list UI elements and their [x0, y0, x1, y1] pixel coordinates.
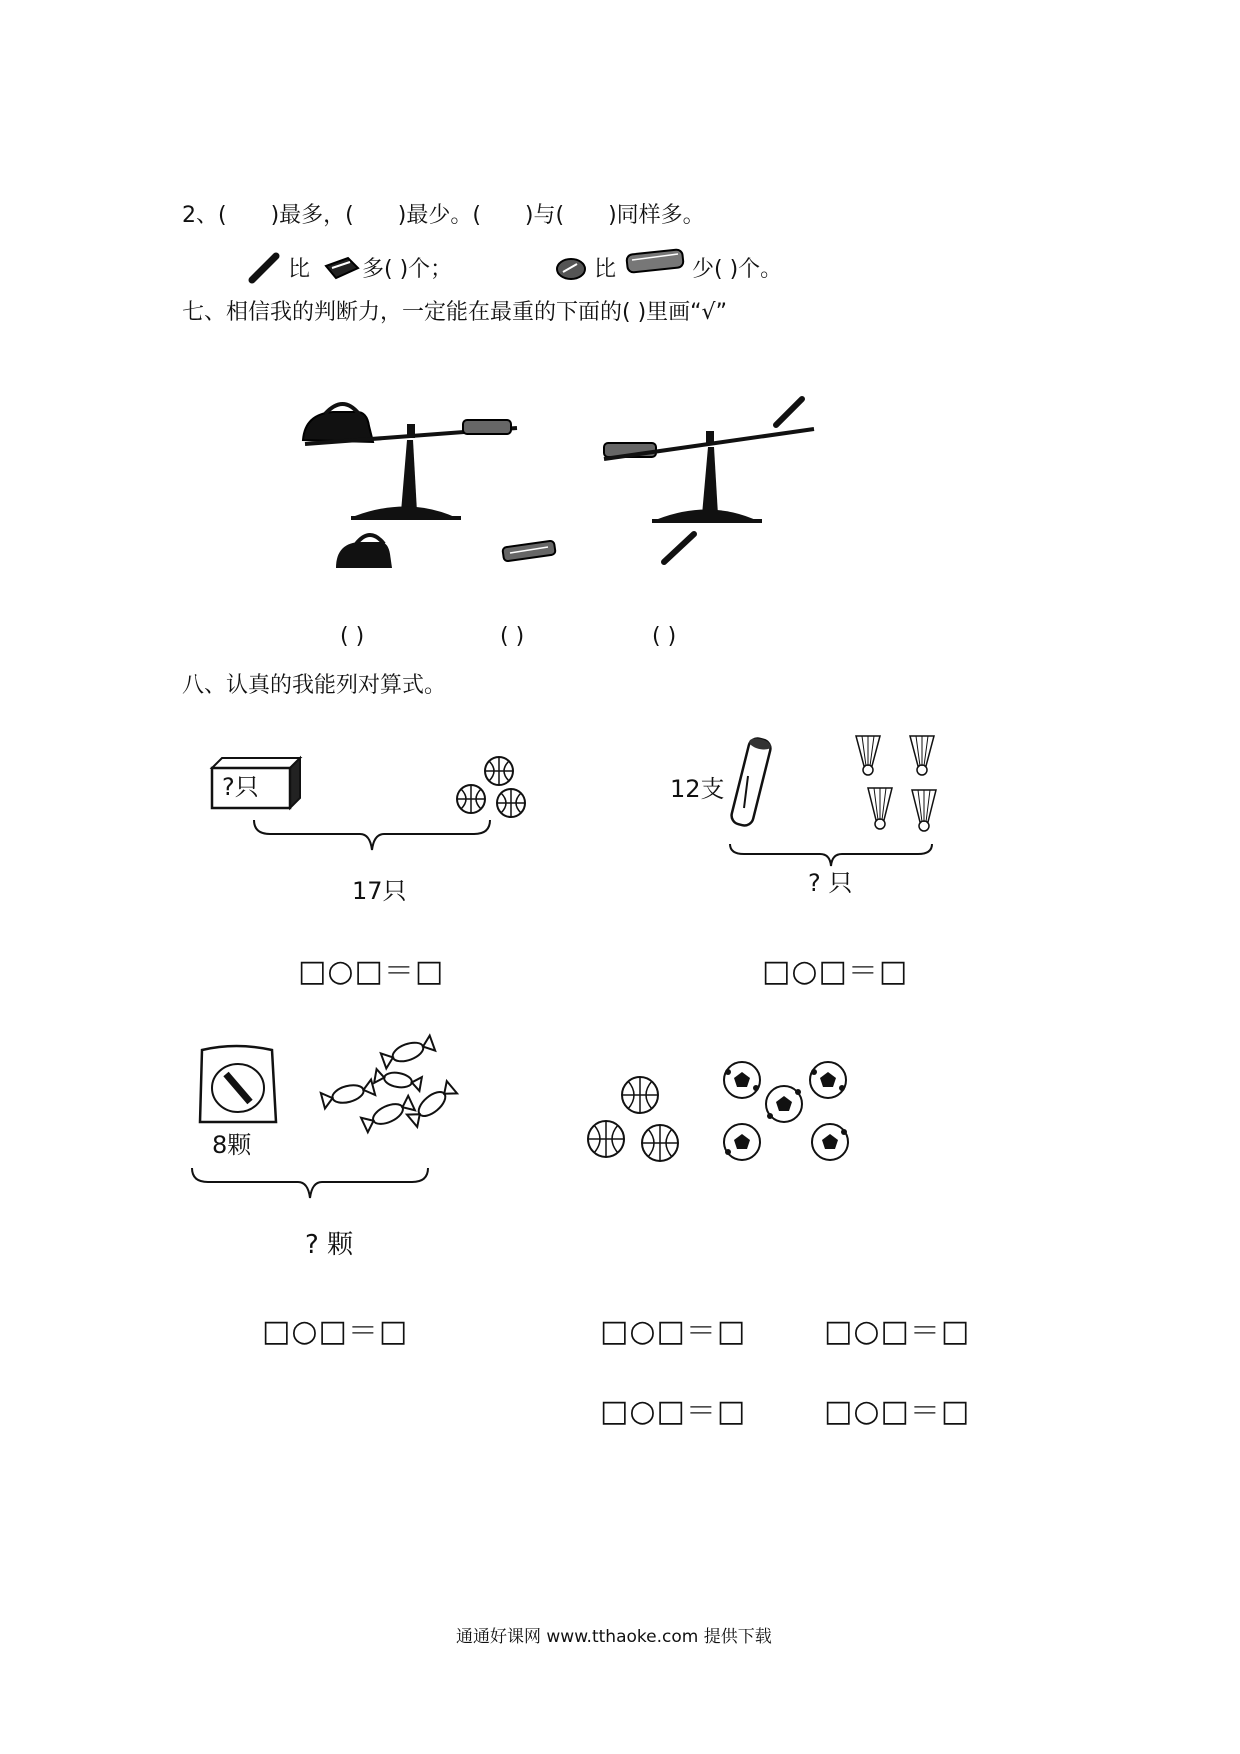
basketballs-icon	[455, 755, 537, 827]
question-zhi: ? 只	[808, 869, 853, 897]
pencil-case-icon	[624, 246, 688, 280]
balance-scale-right	[600, 395, 820, 524]
bag-icon	[332, 532, 394, 574]
compare-tail-1: 多( )个；	[362, 257, 453, 282]
compare-word-2: 比	[594, 257, 617, 282]
equation-6[interactable]: □○□＝□	[600, 1394, 747, 1429]
brace-1	[252, 818, 492, 856]
section-8-title: 八、认真的我能列对算式。	[182, 673, 447, 698]
equation-3[interactable]: □○□＝□	[262, 1314, 409, 1349]
shuttlecocks-icon	[850, 732, 950, 848]
answer-bracket-1[interactable]: ( )	[340, 624, 365, 649]
box-label: ?只	[222, 773, 259, 801]
shuttlecock-tube-icon	[728, 734, 776, 838]
pencil-icon-2	[660, 530, 700, 570]
pencil-case-icon-2	[500, 540, 558, 566]
eraser-icon	[555, 256, 587, 286]
equation-1[interactable]: □○□＝□	[298, 954, 445, 989]
brace-2	[728, 842, 934, 872]
candy-label: 8颗	[212, 1131, 252, 1159]
basketballs-group-icon	[584, 1075, 684, 1169]
brace-3	[190, 1166, 430, 1204]
pencil-icon	[250, 252, 280, 286]
compare-word-1: 比	[288, 257, 311, 282]
equation-4[interactable]: □○□＝□	[600, 1314, 747, 1349]
footer-text: 通通好课网 www.tthaoke.com 提供下载	[456, 1627, 772, 1647]
section-7-title: 七、相信我的判断力，一定能在最重的下面的( )里画“√”	[182, 300, 727, 325]
question-ke: ? 颗	[305, 1230, 354, 1260]
total-label-17: 17只	[352, 877, 407, 905]
pen-label: 12支	[670, 775, 725, 803]
equation-5[interactable]: □○□＝□	[824, 1314, 971, 1349]
equation-2[interactable]: □○□＝□	[762, 954, 909, 989]
candies-icon	[308, 1032, 464, 1148]
answer-bracket-2[interactable]: ( )	[500, 624, 525, 649]
question-2-text: 2、( )最多，( )最少。( )与( )同样多。	[182, 203, 705, 228]
candy-bag-icon	[196, 1040, 280, 1130]
equation-7[interactable]: □○□＝□	[824, 1394, 971, 1429]
pencil-box-icon	[322, 256, 360, 286]
answer-bracket-3[interactable]: ( )	[652, 624, 677, 649]
balance-scale-left	[295, 400, 525, 529]
compare-tail-2: 少( )个。	[692, 257, 783, 282]
soccer-balls-icon	[720, 1060, 852, 1170]
